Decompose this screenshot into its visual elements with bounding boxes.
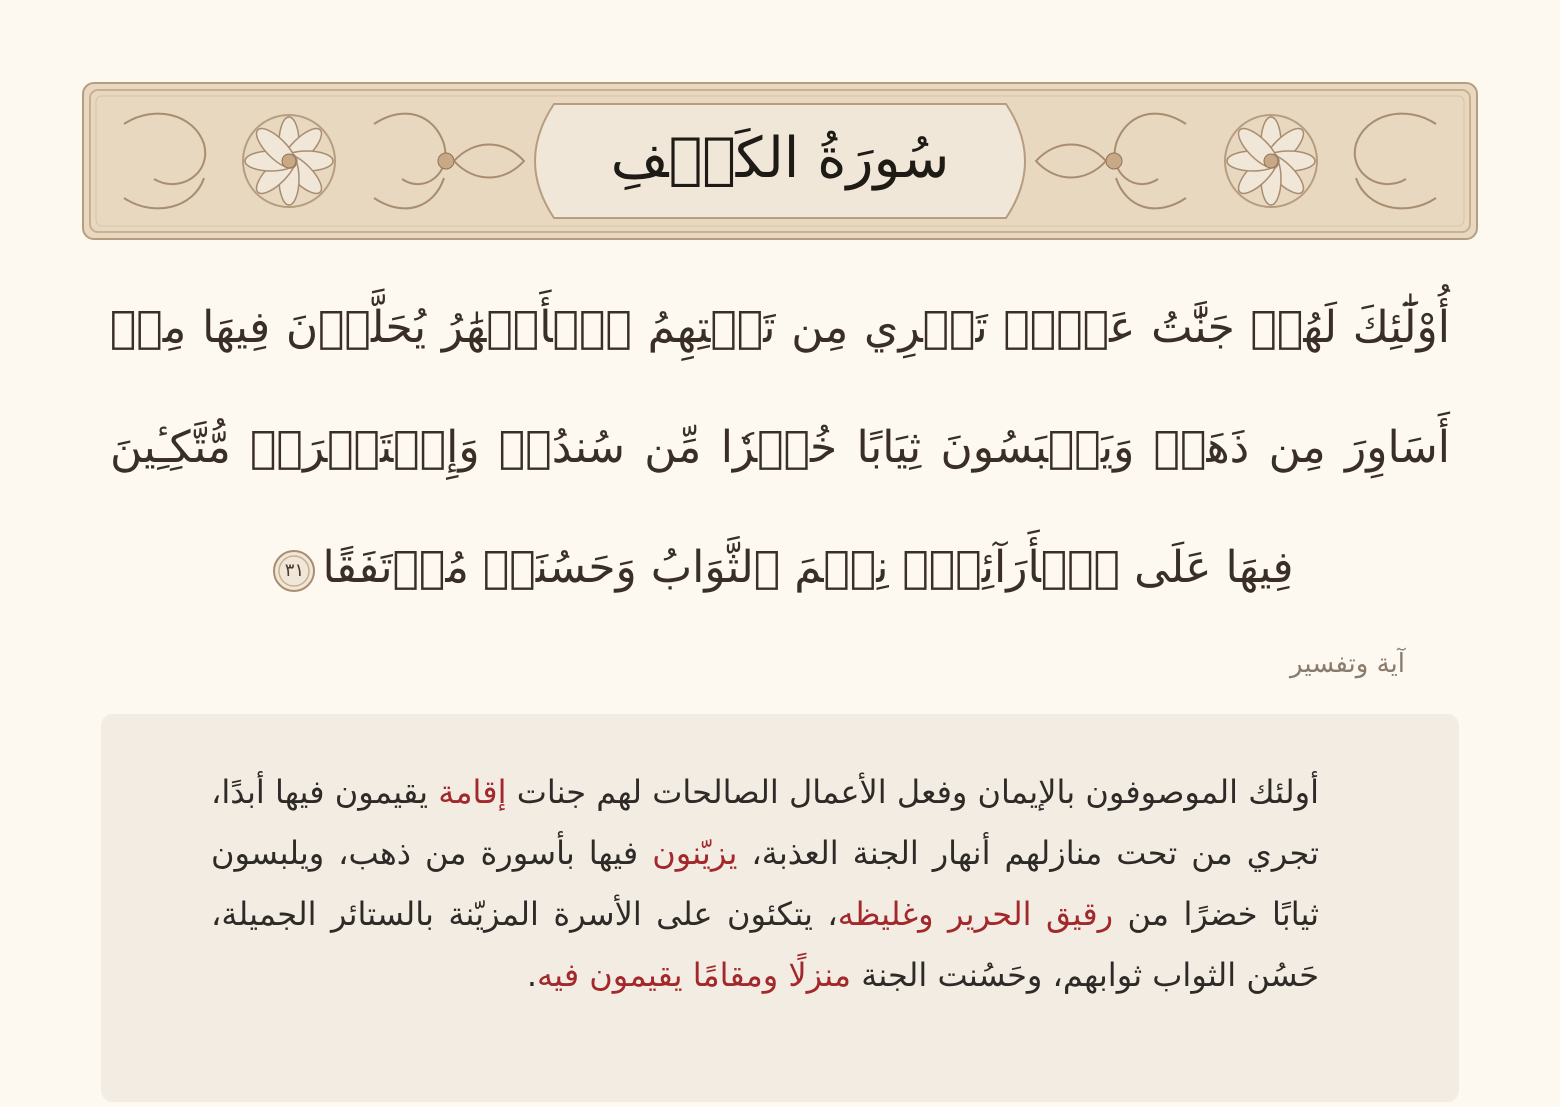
tafsir-segment: ، يتكئون على الأسرة المزيّنة بالستائر الجميلة، حَسُن الثواب ثوابهم، وحَسُنت الجنة xyxy=(211,895,1319,994)
verse-text xyxy=(110,268,1450,628)
tafsir-segment: أولئك الموصوفون بالإيمان وفعل الأعمال الصالحات لهم جنات xyxy=(506,773,1320,811)
section-label-verse-and-tafsir: آية وتفسير xyxy=(1290,649,1405,679)
tafsir-text xyxy=(211,762,1319,1006)
tafsir-segment: يقيمون فيها أبدًا، تجري من تحت منازلهم أنهار الجنة العذبة، xyxy=(211,773,1320,872)
ayah-number: ٣١ xyxy=(284,559,305,581)
tafsir-segment: . xyxy=(526,956,537,994)
tafsir-highlight: يزيّنون xyxy=(652,834,738,872)
verse-body: أُوْلَٰٓئِكَ لَهُمۡ جَنَّٰتُ عَدۡنٖ تَجۡرِي مِن تَحۡتِهِمُ ٱلۡأَنۡهَٰرُ يُحَلَّوۡنَ فِيهَا مِنۡ أَسَاوِرَ مِن ذَهَبٖ وَيَلۡبَسُونَ ثِيَابًا خُضۡرٗا مِّن سُندُسٖ وَإِسۡتَبۡرَقٖ مُّتَّكِـِٔينَ فِيهَا عَلَى ٱلۡأَرَآئِكِۚ نِعۡمَ ٱلثَّوَابُ وَحَسُنَتۡ مُرۡتَفَقًا xyxy=(110,302,1450,593)
tafsir-card xyxy=(101,714,1459,1102)
tafsir-highlight: إقامة xyxy=(438,773,507,811)
ayah-number-marker xyxy=(272,549,316,593)
tafsir-segment: فيها بأسورة من ذهب، ويلبسون ثيابًا خضرًا من xyxy=(211,834,1320,933)
surah-title: سُورَةُ الكَهۡفِ xyxy=(610,126,950,191)
tafsir-highlight: منزلًا ومقامًا يقيمون فيه xyxy=(537,956,852,994)
surah-header-banner xyxy=(82,82,1478,240)
tafsir-highlight: رقيق الحرير وغليظه xyxy=(837,895,1114,933)
